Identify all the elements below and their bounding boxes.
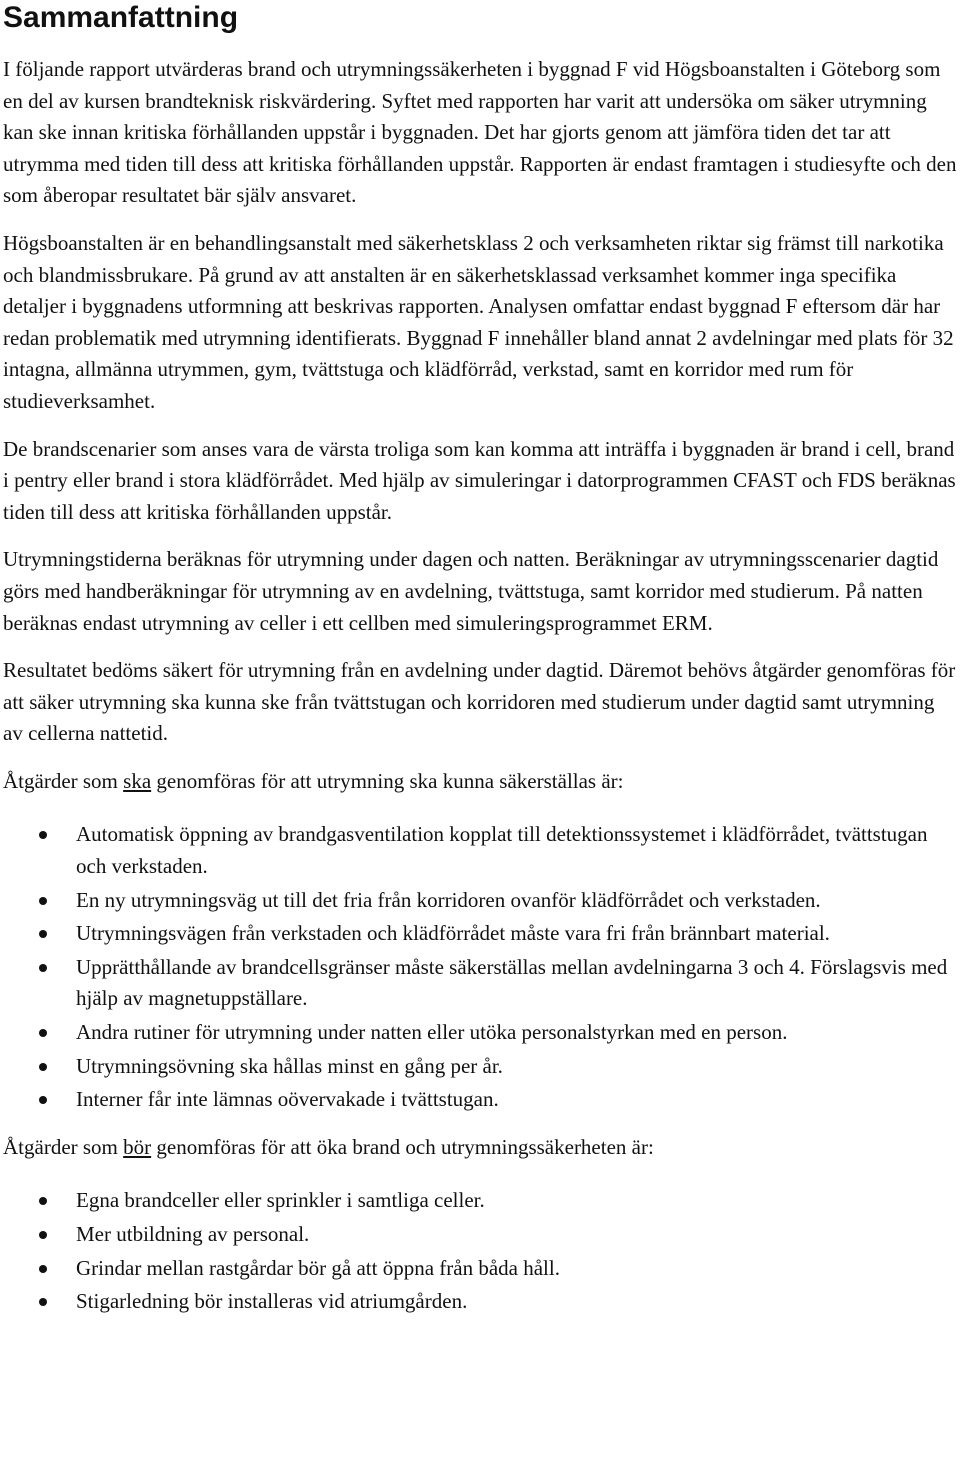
bullet-icon <box>39 1265 47 1273</box>
list-item <box>3 885 958 917</box>
must-intro-before: Åtgärder som <box>3 768 124 793</box>
bullet-icon <box>39 1029 47 1037</box>
should-intro-after: genomföras för att öka brand och utrymningssäkerheten är: <box>151 1134 654 1159</box>
list-item <box>3 1084 958 1116</box>
list-item <box>3 1017 958 1049</box>
paragraph-fire-scenarios: De brandscenarier som anses vara de värsta troliga som kan komma att inträffa i byggnaden är brand i cell, brand i pentry eller brand i stora klädförrådet. Med hjälp av simuleringar i datorprogrammen CFAST och FDS beräknas tiden till dess att kritiska förhållanden uppstår. <box>3 436 956 524</box>
list-item-text: Grindar mellan rastgårdar bör gå att öppna från båda håll. <box>76 1255 560 1280</box>
paragraph-facility: Högsboanstalten är en behandlingsanstalt med säkerhetsklass 2 och verksamheten riktar sig främst till narkotika och blandmissbrukare. På grund av att anstalten är en säkerhetsklassad verksamhet kommer inga specifika detaljer i byggnadens utformning att beskrivas rapporten. Analysen omfattar endast byggnad F eftersom där har redan problematik med utrymning identifierats. Byggnad F innehåller bland annat 2 avdelningar med plats för 32 intagna, allmänna utrymmen, gym, tvättstuga och klädförråd, verkstad, samt en korridor med rum för studieverksamhet. <box>3 230 954 413</box>
list-item <box>3 1185 958 1217</box>
bullet-icon <box>39 930 47 938</box>
paragraph-evacuation-times: Utrymningstiderna beräknas för utrymning under dagen och natten. Beräkningar av utrymningsscenarier dagtid görs med handberäkningar för utrymning av en avdelning, tvättstuga, samt korridor med studierum. På natten beräknas endast utrymning av celler i ett cellben med simuleringsprogrammet ERM. <box>3 547 939 635</box>
page-title: Sammanfattning <box>3 1 239 34</box>
list-item <box>3 1286 958 1318</box>
list-item-text: Utrymningsvägen från verkstaden och klädförrådet måste vara fri från brännbart material. <box>76 921 830 946</box>
must-intro-after: genomföras för att utrymning ska kunna säkerställas är: <box>151 768 624 793</box>
list-item-text: Andra rutiner för utrymning under natten eller utöka personalstyrkan med en person. <box>76 1020 788 1045</box>
bullet-icon <box>39 1197 47 1205</box>
list-item-text: Upprätthållande av brandcellsgränser måste säkerställas mellan avdelningarna 3 och 4. Förslagsvis med hjälp av magnetuppställare. <box>76 954 948 1011</box>
paragraph-result: Resultatet bedöms säkert för utrymning från en avdelning under dagtid. Däremot behövs åtgärder genomföras för att säker utrymning ska kunna ske från tvättstugan och korridoren med studierum under dagtid samt utrymning av cellerna nattetid. <box>3 658 956 746</box>
must-measures-intro <box>3 766 958 798</box>
bullet-icon <box>39 831 47 839</box>
document-body <box>3 54 958 1318</box>
list-item-text: Interner får inte lämnas oövervakade i tvättstugan. <box>76 1087 499 1112</box>
bullet-icon <box>39 1298 47 1306</box>
list-item <box>3 952 958 1015</box>
bullet-icon <box>39 1063 47 1071</box>
list-item <box>3 1051 958 1083</box>
must-measures-list <box>3 819 958 1115</box>
should-intro-before: Åtgärder som <box>3 1134 124 1159</box>
list-item <box>3 1219 958 1251</box>
bullet-icon <box>39 1231 47 1239</box>
bullet-icon <box>39 1096 47 1104</box>
list-item <box>3 918 958 950</box>
list-item-text: Mer utbildning av personal. <box>76 1222 310 1246</box>
paragraph-intro: I följande rapport utvärderas brand och utrymningssäkerheten i byggnad F vid Högsboanstalten i Göteborg som en del av kursen brandteknisk riskvärdering. Syftet med rapporten har varit att undersöka om säker utrymning kan ske innan kritiska förhållanden uppstår i byggnaden. Det har gjorts genom att jämföra tiden det tar att utrymma med tiden till dess att kritiska förhållanden uppstår. Rapporten är endast framtagen i studiesyfte och den som åberopar resultatet bär själv ansvaret. <box>3 57 957 208</box>
list-item-text: En ny utrymningsväg ut till det fria från korridoren ovanför klädförrådet och verkstaden. <box>76 887 821 912</box>
bullet-icon <box>39 964 47 972</box>
should-measures-list <box>3 1185 958 1317</box>
list-item <box>3 819 958 882</box>
list-item-text: Automatisk öppning av brandgasventilation kopplat till detektionssystemet i klädförrådet, tvättstugan och verkstaden. <box>76 822 928 879</box>
list-item-text: Utrymningsövning ska hållas minst en gång per år. <box>76 1053 503 1078</box>
should-measures-intro <box>3 1132 958 1164</box>
list-item <box>3 1253 958 1285</box>
should-intro-underlined: bör <box>123 1134 152 1159</box>
list-item-text: Egna brandceller eller sprinkler i samtliga celler. <box>76 1188 485 1213</box>
bullet-icon <box>39 897 47 905</box>
must-intro-underlined: ska <box>123 768 152 793</box>
list-item-text: Stigarledning bör installeras vid atriumgården. <box>76 1289 468 1314</box>
